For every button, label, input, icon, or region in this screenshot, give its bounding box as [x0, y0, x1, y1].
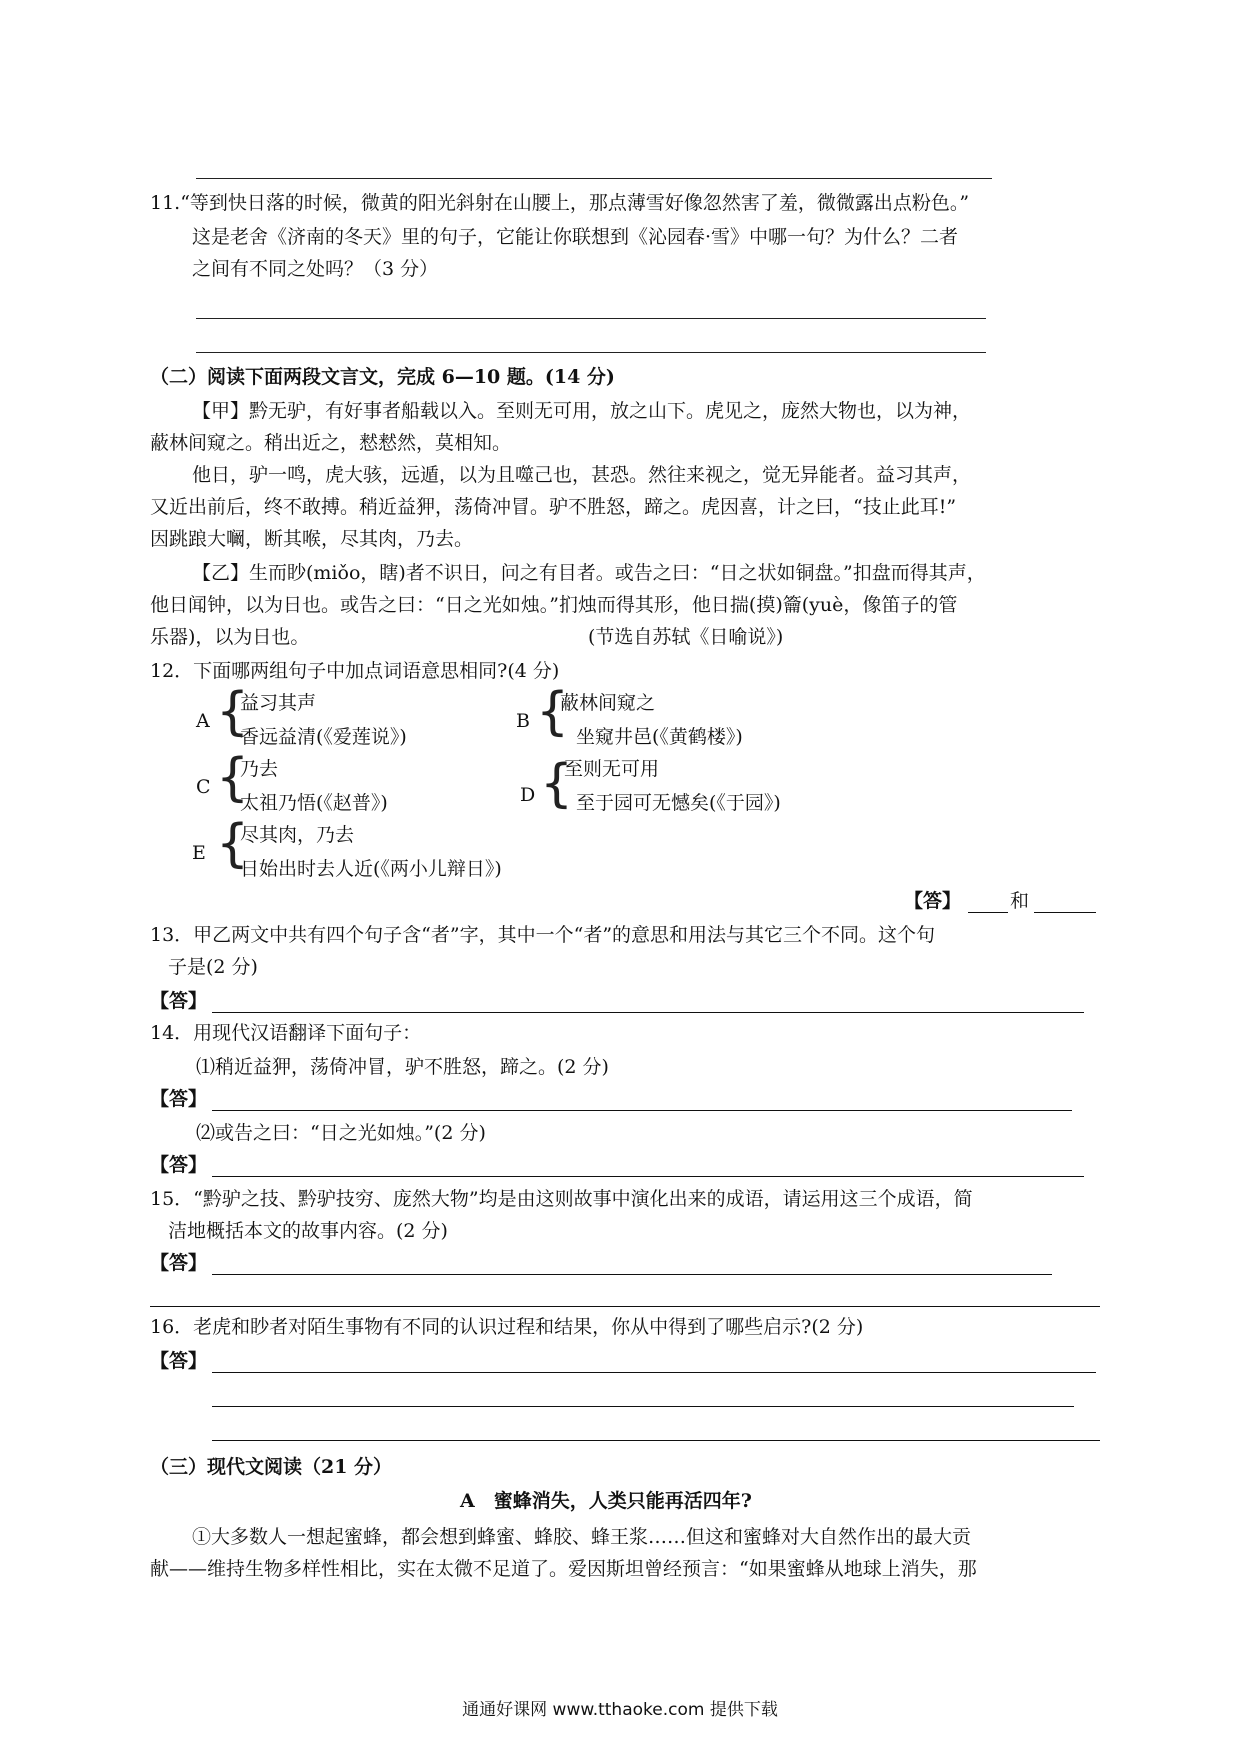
option-a-brace-icon: { — [216, 682, 250, 742]
q12-option-c-letter: C — [196, 776, 211, 798]
option-d-brace-icon: { — [540, 754, 574, 814]
q12-option-a-s2: 香远益清(《爱莲说》) — [240, 726, 407, 748]
page-footer: 通通好课网 www.tthaoke.com 提供下载 — [462, 1700, 778, 1720]
q13-answer-line[interactable] — [212, 1012, 1084, 1013]
q11-line2: 这是老舍《济南的冬天》里的句子，它能让你联想到《沁园春·雪》中哪一句？为什么？二者 — [192, 226, 959, 248]
q12-answer-blank-2[interactable] — [1034, 912, 1096, 913]
q11-answer-line-1[interactable] — [196, 318, 986, 319]
q12-answer-blank-1[interactable] — [968, 912, 1008, 913]
jia-para2-line1: 他日，驴一鸣，虎大骇，远遁，以为且噬己也，甚恐。然往来视之，觉无异能者。益习其声， — [192, 464, 972, 486]
q15-answer-line[interactable] — [212, 1274, 1052, 1275]
q12-option-e-s1: 尽其肉，乃去 — [240, 824, 355, 846]
jia-para1-line2: 蔽林间窥之。稍出近之，慭慭然，莫相知。 — [150, 432, 512, 454]
q15-line1: 15．“黔驴之技、黔驴技穷、庞然大物”均是由这则故事中演化出来的成语，请运用这三个成语，简 — [150, 1188, 973, 1210]
q13-line1: 13．甲乙两文中共有四个句子含“者”字，其中一个“者”的意思和用法与其它三个不同。这个句 — [150, 924, 936, 946]
q12-option-e-s2: 日始出时去人近(《两小儿辩日》) — [240, 858, 502, 880]
q13-answer-label: 【答】 — [150, 990, 208, 1012]
q11-number: 11. — [150, 192, 181, 214]
yi-line2: 他日闻钟，以为日也。或告之曰：“日之光如烛。”扪烛而得其形，他日揣(摸)籥(yuè，像笛子的管 — [150, 594, 958, 616]
q16-answer-label: 【答】 — [150, 1350, 208, 1372]
top-answer-line — [196, 178, 992, 179]
q14-answer-line-2[interactable] — [212, 1176, 1084, 1177]
yi-line3: 乐器)，以为日也。 — [150, 626, 310, 648]
q12-stem: 12．下面哪两组句子中加点词语意思相同?(4 分) — [150, 660, 560, 682]
q12-option-b-s2: 坐窥井邑(《黄鹤楼》) — [576, 726, 743, 748]
q12-option-b-letter: B — [516, 710, 530, 732]
q12-option-e-letter: E — [192, 842, 206, 864]
q14-item1: ⑴稍近益狎，荡倚冲冒，驴不胜怒，蹄之。(2 分) — [196, 1056, 609, 1078]
q12-option-c-s1: 乃去 — [240, 758, 279, 780]
q14-answer-line-1[interactable] — [212, 1110, 1072, 1111]
q14-stem: 14．用现代汉语翻译下面句子： — [150, 1022, 422, 1044]
jia-para2-line3: 因跳踉大㘎，断其喉，尽其肉，乃去。 — [150, 528, 474, 550]
article-title: A 蜜蜂消失，人类只能再活四年? — [460, 1490, 752, 1512]
q12-option-a-s1: 益习其声 — [240, 692, 317, 714]
q14-answer-label-2: 【答】 — [150, 1154, 208, 1176]
q11-line1: 11.“等到快日落的时候，微黄的阳光斜射在山腰上，那点薄雪好像忽然害了羞，微微露出点粉色。” — [150, 192, 970, 214]
q12-option-d-s1: 至则无可用 — [564, 758, 660, 780]
yi-line1: 【乙】生而眇(miǒo，瞎)者不识日，问之有目者。或告之曰：“日之状如铜盘。”扣盘而得其声， — [192, 562, 986, 584]
section2-heading: （二）阅读下面两段文言文，完成 6—10 题。(14 分) — [150, 366, 615, 388]
q11-line3: 之间有不同之处吗？（3 分） — [192, 258, 439, 280]
option-b-brace-icon: { — [536, 682, 570, 742]
q16-answer-line-1[interactable] — [212, 1372, 1096, 1373]
article-para1-line1: ①大多数人一想起蜜蜂，都会想到蜂蜜、蜂胶、蜂王浆……但这和蜜蜂对大自然作出的最大贡 — [192, 1526, 972, 1548]
option-e-brace-icon: { — [216, 814, 250, 874]
q12-option-d-letter: D — [520, 784, 536, 806]
q16-answer-line-3[interactable] — [212, 1440, 1100, 1441]
section3-heading: （三）现代文阅读（21 分） — [150, 1456, 393, 1478]
q16-stem: 16．老虎和眇者对陌生事物有不同的认识过程和结果，你从中得到了哪些启示?(2 分) — [150, 1316, 864, 1338]
q12-option-c-s2: 太祖乃悟(《赵普》) — [240, 792, 388, 814]
q16-answer-line-2[interactable] — [212, 1406, 1074, 1407]
q12-answer-label: 【答】 — [904, 890, 962, 912]
q12-and-text: 和 — [1010, 890, 1030, 912]
q15-answer-line-2[interactable] — [150, 1306, 1100, 1307]
q12-option-a-letter: A — [196, 710, 210, 732]
q11-answer-line-2[interactable] — [196, 352, 986, 353]
q12-option-d-s2: 至于园可无憾矣(《于园》) — [576, 792, 781, 814]
article-para1-line2: 献——维持生物多样性相比，实在太微不足道了。爱因斯坦曾经预言：“如果蜜蜂从地球上消失，那 — [150, 1558, 977, 1580]
q15-answer-label: 【答】 — [150, 1252, 208, 1274]
yi-source: (节选自苏轼《日喻说》) — [588, 626, 784, 648]
q14-answer-label-1: 【答】 — [150, 1088, 208, 1110]
q12-option-b-s1: 蔽林间窥之 — [560, 692, 656, 714]
q14-item2: ⑵或告之曰：“日之光如烛。”(2 分) — [196, 1122, 486, 1144]
jia-para1-line1: 【甲】黔无驴，有好事者船载以入。至则无可用，放之山下。虎见之，庞然大物也，以为神， — [192, 400, 972, 422]
jia-para2-line2: 又近出前后，终不敢搏。稍近益狎，荡倚冲冒。驴不胜怒，蹄之。虎因喜，计之曰，“技止此耳!” — [150, 496, 957, 518]
q13-line2: 子是(2 分) — [168, 956, 258, 978]
option-c-brace-icon: { — [216, 748, 250, 808]
q15-line2: 洁地概括本文的故事内容。(2 分) — [168, 1220, 448, 1242]
